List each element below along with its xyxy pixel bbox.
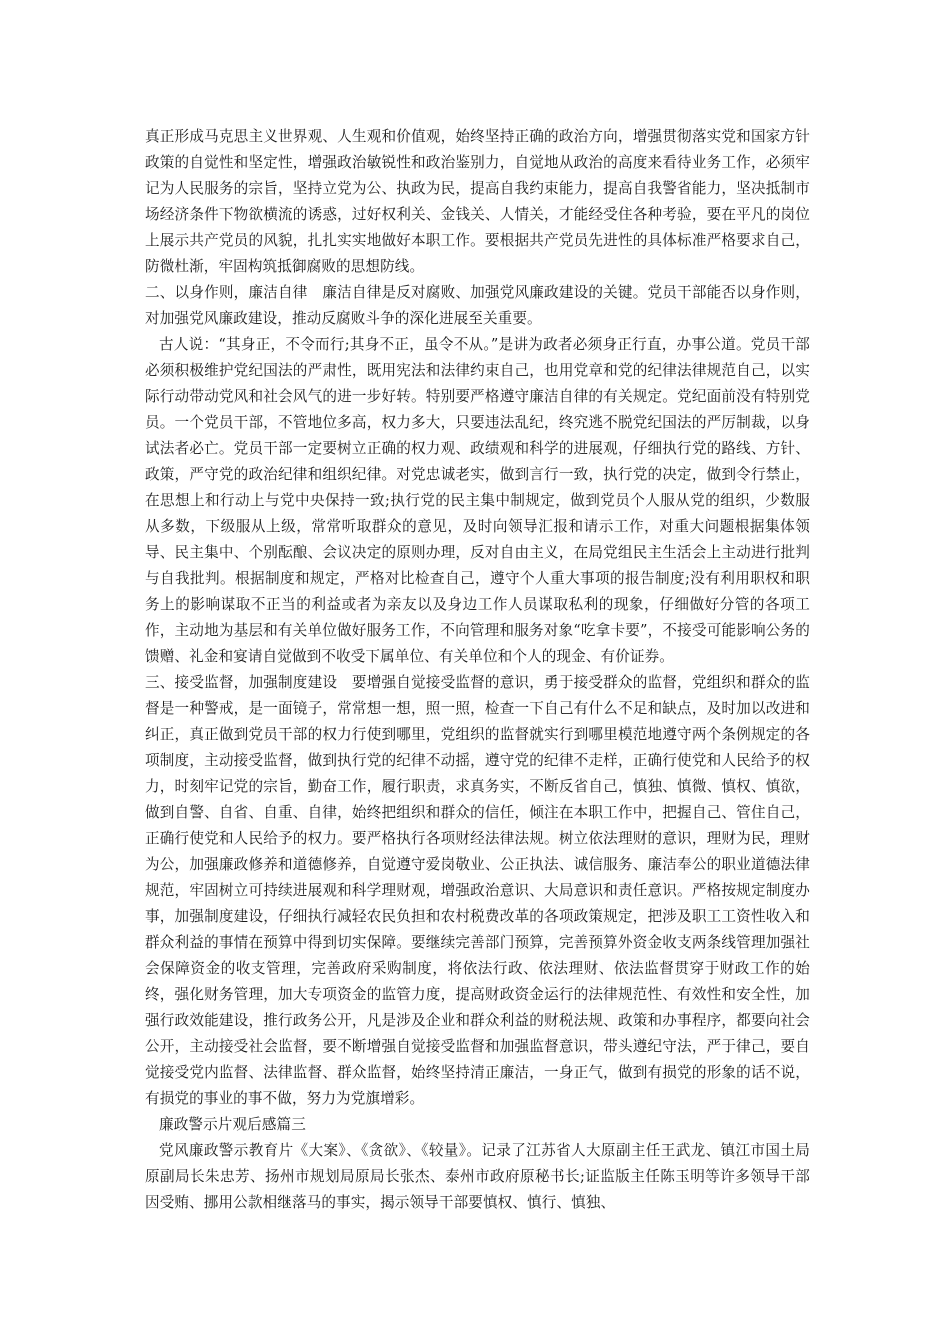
document-body [145,124,810,1216]
paragraph-warning-films: 党风廉政警示教育片《大案》、《贪欲》、《较量》。记录了江苏省人大原副主任王武龙、镇江市国土局原副局长朱忠芳、扬州市规划局原局长张杰、泰州市政府原秘书长;证监版主任陈玉明等许多领导干部因受贿、挪用公款相继落马的事实，揭示领导干部要慎权、慎行、慎独、 [145,1142,810,1211]
section-title-part-three: 廉政警示片观后感篇三 [159,1116,306,1133]
paragraph-worldview: 真正形成马克思主义世界观、人生观和价值观，始终坚持正确的政治方向，增强贯彻落实党和国家方针政策的自觉性和坚定性，增强政治敏锐性和政治鉴别力，自觉地从政治的高度来看待业务工作，必须牢记为人民服务的宗旨，坚持立党为公、执政为民，提高自我约束能力，提高自我警省能力，坚决抵制市场经济条件下物欲横流的诱惑，过好权利关、金钱关、人情关，才能经受住各种考验，要在平凡的岗位上展示共产党员的风貌，扎扎实实地做好本职工作。要根据共产党员先进性的具体标准严格要求自己，防微杜渐，牢固构筑抵御腐败的思想防线。 [145,128,810,275]
paragraph-section-three: 三、接受监督，加强制度建设 要增强自觉接受监督的意识，勇于接受群众的监督，党组织和群众的监督是一种警戒，是一面镜子，常常想一想，照一照，检查一下自己有什么不足和缺点，及时加以改进和纠正，真正做到党员干部的权力行使到哪里，党组织的监督就实行到哪里模范地遵守两个条例规定的各项制度，主动接受监督，做到执行党的纪律不动摇，遵守党的纪律不走样，正确行使党和人民给予的权力，时刻牢记党的宗旨，勤奋工作，履行职责，求真务实，不断反省自己，慎独、慎微、慎权、慎欲，做到自警、自省、自重、自律，始终把组织和群众的信任，倾注在本职工作中，把握自己、管住自己，正确行使党和人民给予的权力。要严格执行各项财经法律法规。树立依法理财的意识，理财为民，理财为公，加强廉政修养和道德修养，自觉遵守爱岗敬业、公正执法、诚信服务、廉洁奉公的职业道德法律规范，牢固树立可持续进展观和科学理财观，增强政治意识、大局意识和责任意识。严格按规定制度办事，加强制度建设，仔细执行减轻农民负担和农村税费改革的各项政策规定，把涉及职工工资性收入和群众利益的事情在预算中得到切实保障。要继续完善部门预算，完善预算外资金收支两条线管理加强社会保障资金的收支管理，完善政府采购制度，将依法行政、依法理财、依法监督贯穿于财政工作的始终，强化财务管理，加大专项资金的监管力度，提高财政资金运行的法律规范性、有效性和安全性，加强行政效能建设，推行政务公开，凡是涉及企业和群众利益的财税法规、政策和办事程序，都要向社会公开，主动接受社会监督，要不断增强自觉接受监督和加强监督意识，带头遵纪守法，严于律己，要自觉接受党内监督、法律监督、群众监督，始终坚持清正廉洁，一身正气，做到有损党的形象的话不说，有损党的事业的事不做，努力为党旗增彩。 [145,674,810,1107]
paragraph-ancient-saying: 古人说：“其身正，不令而行;其身不正，虽令不从。”是讲为政者必须身正行直，办事公道。党员干部必须积极维护党纪国法的严肃性，既用宪法和法律约束自己，也用党章和党的纪律法律规范自己，以实际行动带动党风和社会风气的进一步好转。特别要严格遵守廉洁自律的有关规定。党纪面前没有特别党员。一个党员干部，不管地位多高，权力多大，只要违法乱纪，终究逃不脱党纪国法的严厉制裁，以身试法者必亡。党员干部一定要树立正确的权力观、政绩观和科学的进展观，仔细执行党的路线、方针、政策，严守党的政治纪律和组织纪律。对党忠诚老实，做到言行一致，执行党的决定，做到令行禁止，在思想上和行动上与党中央保持一致;执行党的民主集中制规定，做到党员个人服从党的组织，少数服从多数，下级服从上级，常常听取群众的意见，及时向领导汇报和请示工作，对重大问题根据集体领导、民主集中、个别酝酿、会议决定的原则办理，反对自由主义，在局党组民主生活会上主动进行批判与自我批判。根据制度和规定，严格对比检查自己，遵守个人重大事项的报告制度;没有利用职权和职务上的影响谋取不正当的利益或者为亲友以及身边工作人员谋取私利的现象，仔细做好分管的各项工作，主动地为基层和有关单位做好服务工作，不向管理和服务对象“吃拿卡要”，不接受可能影响公务的馈赠、礼金和宴请自觉做到不收受下属单位、有关单位和个人的现金、有价证券。 [145,336,810,665]
paragraph-section-two-heading: 二、以身作则，廉洁自律 廉洁自律是反对腐败、加强党风廉政建设的关键。党员干部能否以身作则，对加强党风廉政建设，推动反腐败斗争的深化进展至关重要。 [145,284,810,327]
